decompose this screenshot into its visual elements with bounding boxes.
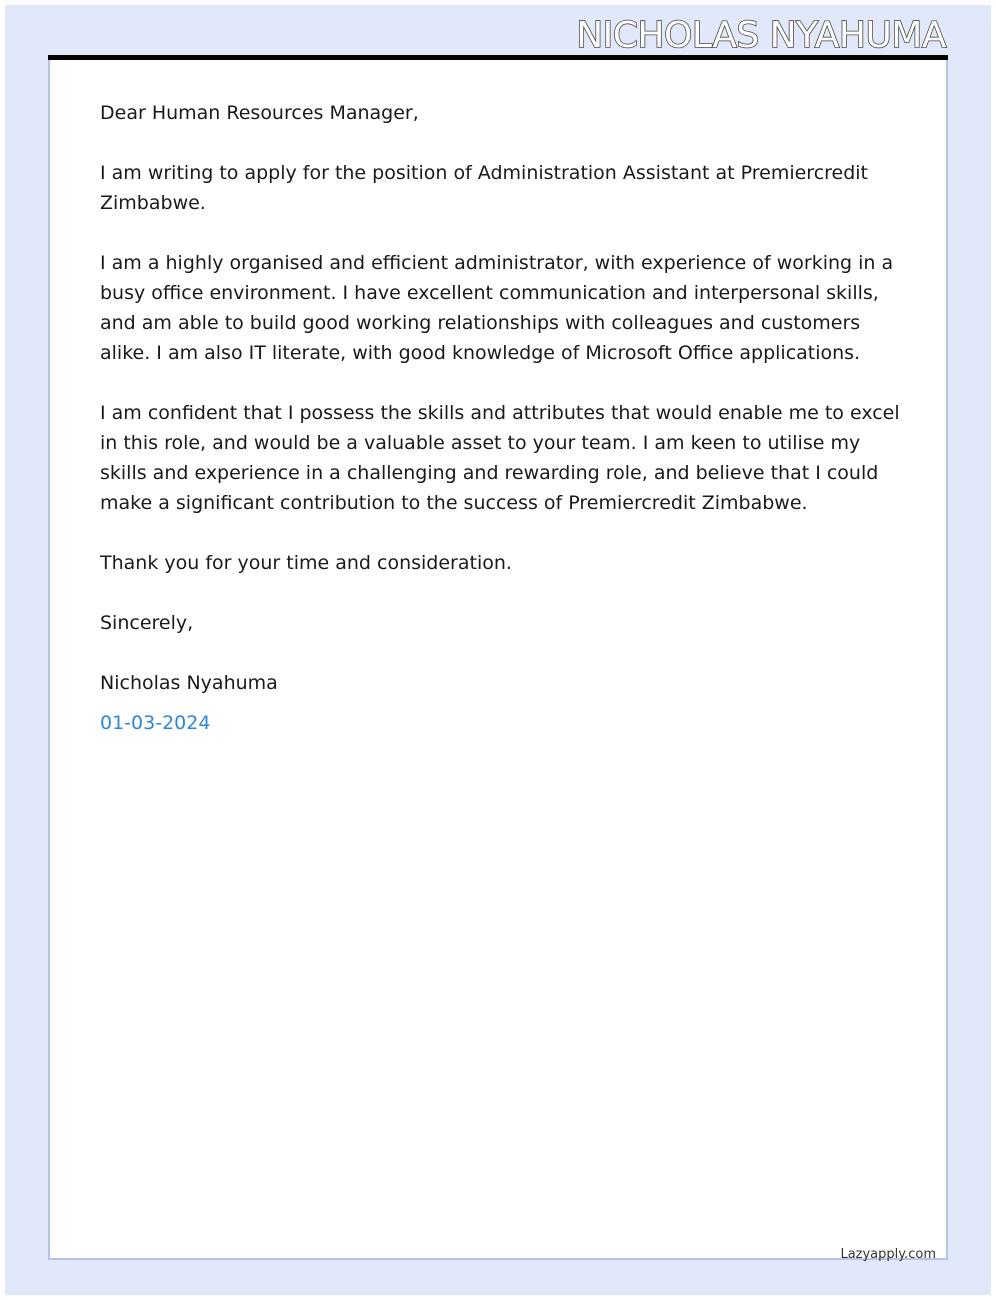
letter-closing: Sincerely, (100, 612, 194, 634)
cover-letter-body (100, 98, 900, 738)
letter-paragraph-confidence: I am confident that I possess the skills and attributes that would enable me to excel in this role, and would be a valuable asset to your team. I am keen to utilise my skills and experience in a challenging and rewarding role, and believe that I could make a significant contribution to the success of Premiercredit Zimbabwe. (100, 402, 900, 514)
letter-paragraph-experience: I am a highly organised and efficient administrator, with experience of working in a busy office environment. I have excellent communication and interpersonal skills, and am able to build good working relationships with colleagues and customers alike. I am also IT literate, with good knowledge of Microsoft Office applications. (100, 252, 894, 364)
letter-paragraph-intro: I am writing to apply for the position of Administration Assistant at Premiercredit Zimbabwe. (100, 162, 869, 214)
applicant-name-header: NICHOLAS NYAHUMA (576, 15, 946, 56)
letter-signature: Nicholas Nyahuma (100, 672, 278, 694)
letter-date: 01-03-2024 (100, 712, 211, 734)
letter-paragraph-thanks: Thank you for your time and consideration. (100, 552, 512, 574)
letter-salutation: Dear Human Resources Manager, (100, 102, 419, 124)
footer-brand-link[interactable]: Lazyapply.com (840, 1247, 936, 1262)
